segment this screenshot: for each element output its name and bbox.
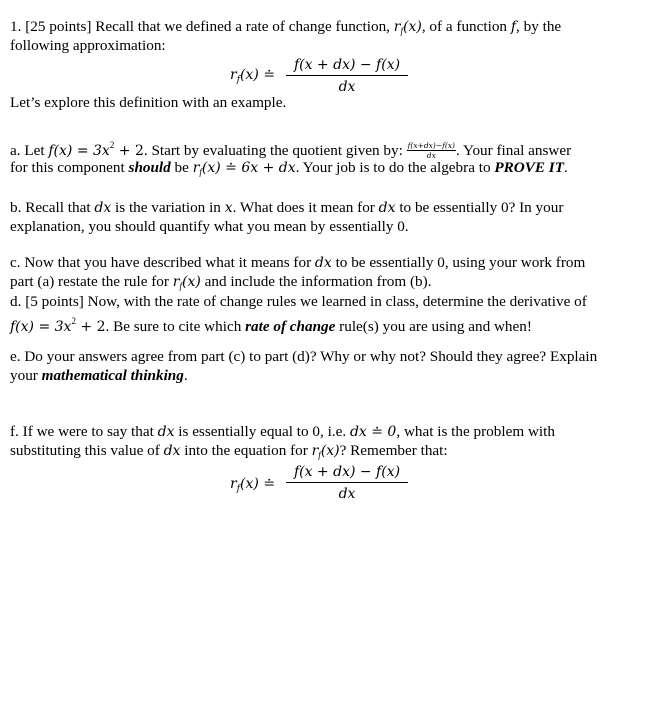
rate-symbol: r (230, 67, 237, 83)
rate-subscript: f (199, 167, 202, 177)
variable: dx (94, 200, 112, 216)
rate-arg: (x) (320, 443, 340, 459)
text: . Your job is to do the algebra to (295, 159, 495, 176)
emphasis: rate of change (245, 318, 336, 335)
text: part (a) restate the rule for (10, 273, 173, 290)
rate-symbol: r (393, 19, 401, 35)
variable: dx (157, 424, 175, 440)
text: rule(s) you are using and when! (335, 318, 532, 335)
constant: + 2 (114, 143, 144, 159)
part-b-line1 (10, 199, 563, 217)
intro-text: Let’s explore this definition with an example. (10, 94, 287, 111)
part-f-line2 (10, 442, 448, 464)
part-d-line2 (10, 312, 532, 336)
fraction-denominator: dx (338, 79, 356, 95)
formula-lhs-2 (230, 476, 275, 494)
text: . (183, 367, 188, 384)
rate-symbol: r (172, 274, 180, 290)
text: for this component (10, 159, 129, 176)
problem-text: , of a function (421, 18, 511, 35)
rate-arg: (x) (403, 19, 422, 35)
function-def: f(x) = 3x (48, 143, 110, 159)
text: c. Now that you have described what it means for (10, 254, 315, 271)
rate-arg: (x) ≐ (240, 476, 276, 492)
problem-text: , by the (516, 18, 562, 35)
text: . Start by evaluating the quotient given by: (143, 142, 407, 159)
text: ? Remember that: (339, 442, 448, 459)
text: . Your final answer (455, 142, 572, 159)
inline-denominator: dx (426, 151, 436, 161)
text: b. Recall that (10, 199, 95, 216)
part-e-line2 (10, 367, 188, 385)
formula-lhs (230, 67, 275, 85)
text: is the variation in (111, 199, 225, 216)
constant: + 2 (75, 319, 106, 335)
text: your (10, 367, 42, 384)
variable: dx (314, 255, 332, 271)
problem-text-line2: following approximation: (10, 37, 166, 54)
text: be (170, 159, 193, 176)
text: . What does it mean for (232, 199, 379, 216)
function-def: f(x) = 3x (10, 319, 72, 335)
variable: x (224, 200, 233, 216)
formula-fraction-2 (286, 464, 408, 502)
part-b-line2: explanation, you should quantify what you mean by essentially 0. (10, 218, 409, 235)
part-d-line1: d. [5 points] Now, with the rate of change rules we learned in class, determine the derivative of (10, 293, 587, 310)
text: , what is the problem with (396, 423, 555, 440)
expected-result: (x) ≐ 6x + dx (201, 160, 296, 176)
rate-arg: (x) (181, 274, 201, 290)
text: to be essentially 0, using your work from (331, 254, 586, 271)
part-a-line2 (10, 159, 568, 181)
rate-symbol: r (192, 160, 200, 176)
part-a-line1 (10, 136, 571, 161)
part-c-line1 (10, 254, 585, 272)
rate-symbol: r (230, 476, 237, 492)
text: and include the information from (b). (200, 273, 432, 290)
fraction-numerator: f(x + dx) − f(x) (286, 464, 408, 483)
formula-fraction (286, 57, 408, 95)
rate-subscript: f (236, 484, 241, 494)
rate-symbol: r (311, 443, 319, 459)
exponent: 2 (71, 316, 76, 326)
rate-subscript: f (400, 26, 403, 36)
part-e-line1: e. Do your answers agree from part (c) to part (d)? Why or why not? Should they agree? Explain (10, 348, 598, 365)
function-symbol: f (510, 19, 517, 35)
text: substituting this value of (10, 442, 164, 459)
rate-arg: (x) ≐ (240, 67, 276, 83)
text: f. If we were to say that (10, 423, 158, 440)
text: a. Let (10, 142, 49, 159)
fraction-numerator: f(x + dx) − f(x) (286, 57, 408, 76)
emphasis: should (128, 159, 171, 176)
rate-subscript: f (236, 75, 241, 85)
rate-subscript: f (179, 281, 182, 291)
part-f-line1 (10, 423, 555, 441)
part-c-line2 (10, 273, 432, 295)
variable: dx (378, 200, 396, 216)
inline-fraction (407, 141, 456, 160)
emphasis: PROVE IT (494, 159, 564, 176)
variable: dx (163, 443, 181, 459)
fraction-denominator: dx (338, 486, 356, 502)
text: . (563, 159, 568, 176)
text: to be essentially 0? In your (395, 199, 564, 216)
rate-subscript: f (318, 450, 321, 460)
emphasis: mathematical thinking (41, 367, 184, 384)
text: into the equation for (180, 442, 312, 459)
text: . Be sure to cite which (105, 318, 246, 335)
inline-numerator: f(x+dx)−f(x) (407, 141, 455, 151)
equation: dx ≐ 0 (349, 424, 397, 440)
problem-text: 1. [25 points] Recall that we defined a rate of change function, (10, 18, 394, 35)
text: is essentially equal to 0, i.e. (174, 423, 350, 440)
exponent: 2 (109, 140, 115, 150)
